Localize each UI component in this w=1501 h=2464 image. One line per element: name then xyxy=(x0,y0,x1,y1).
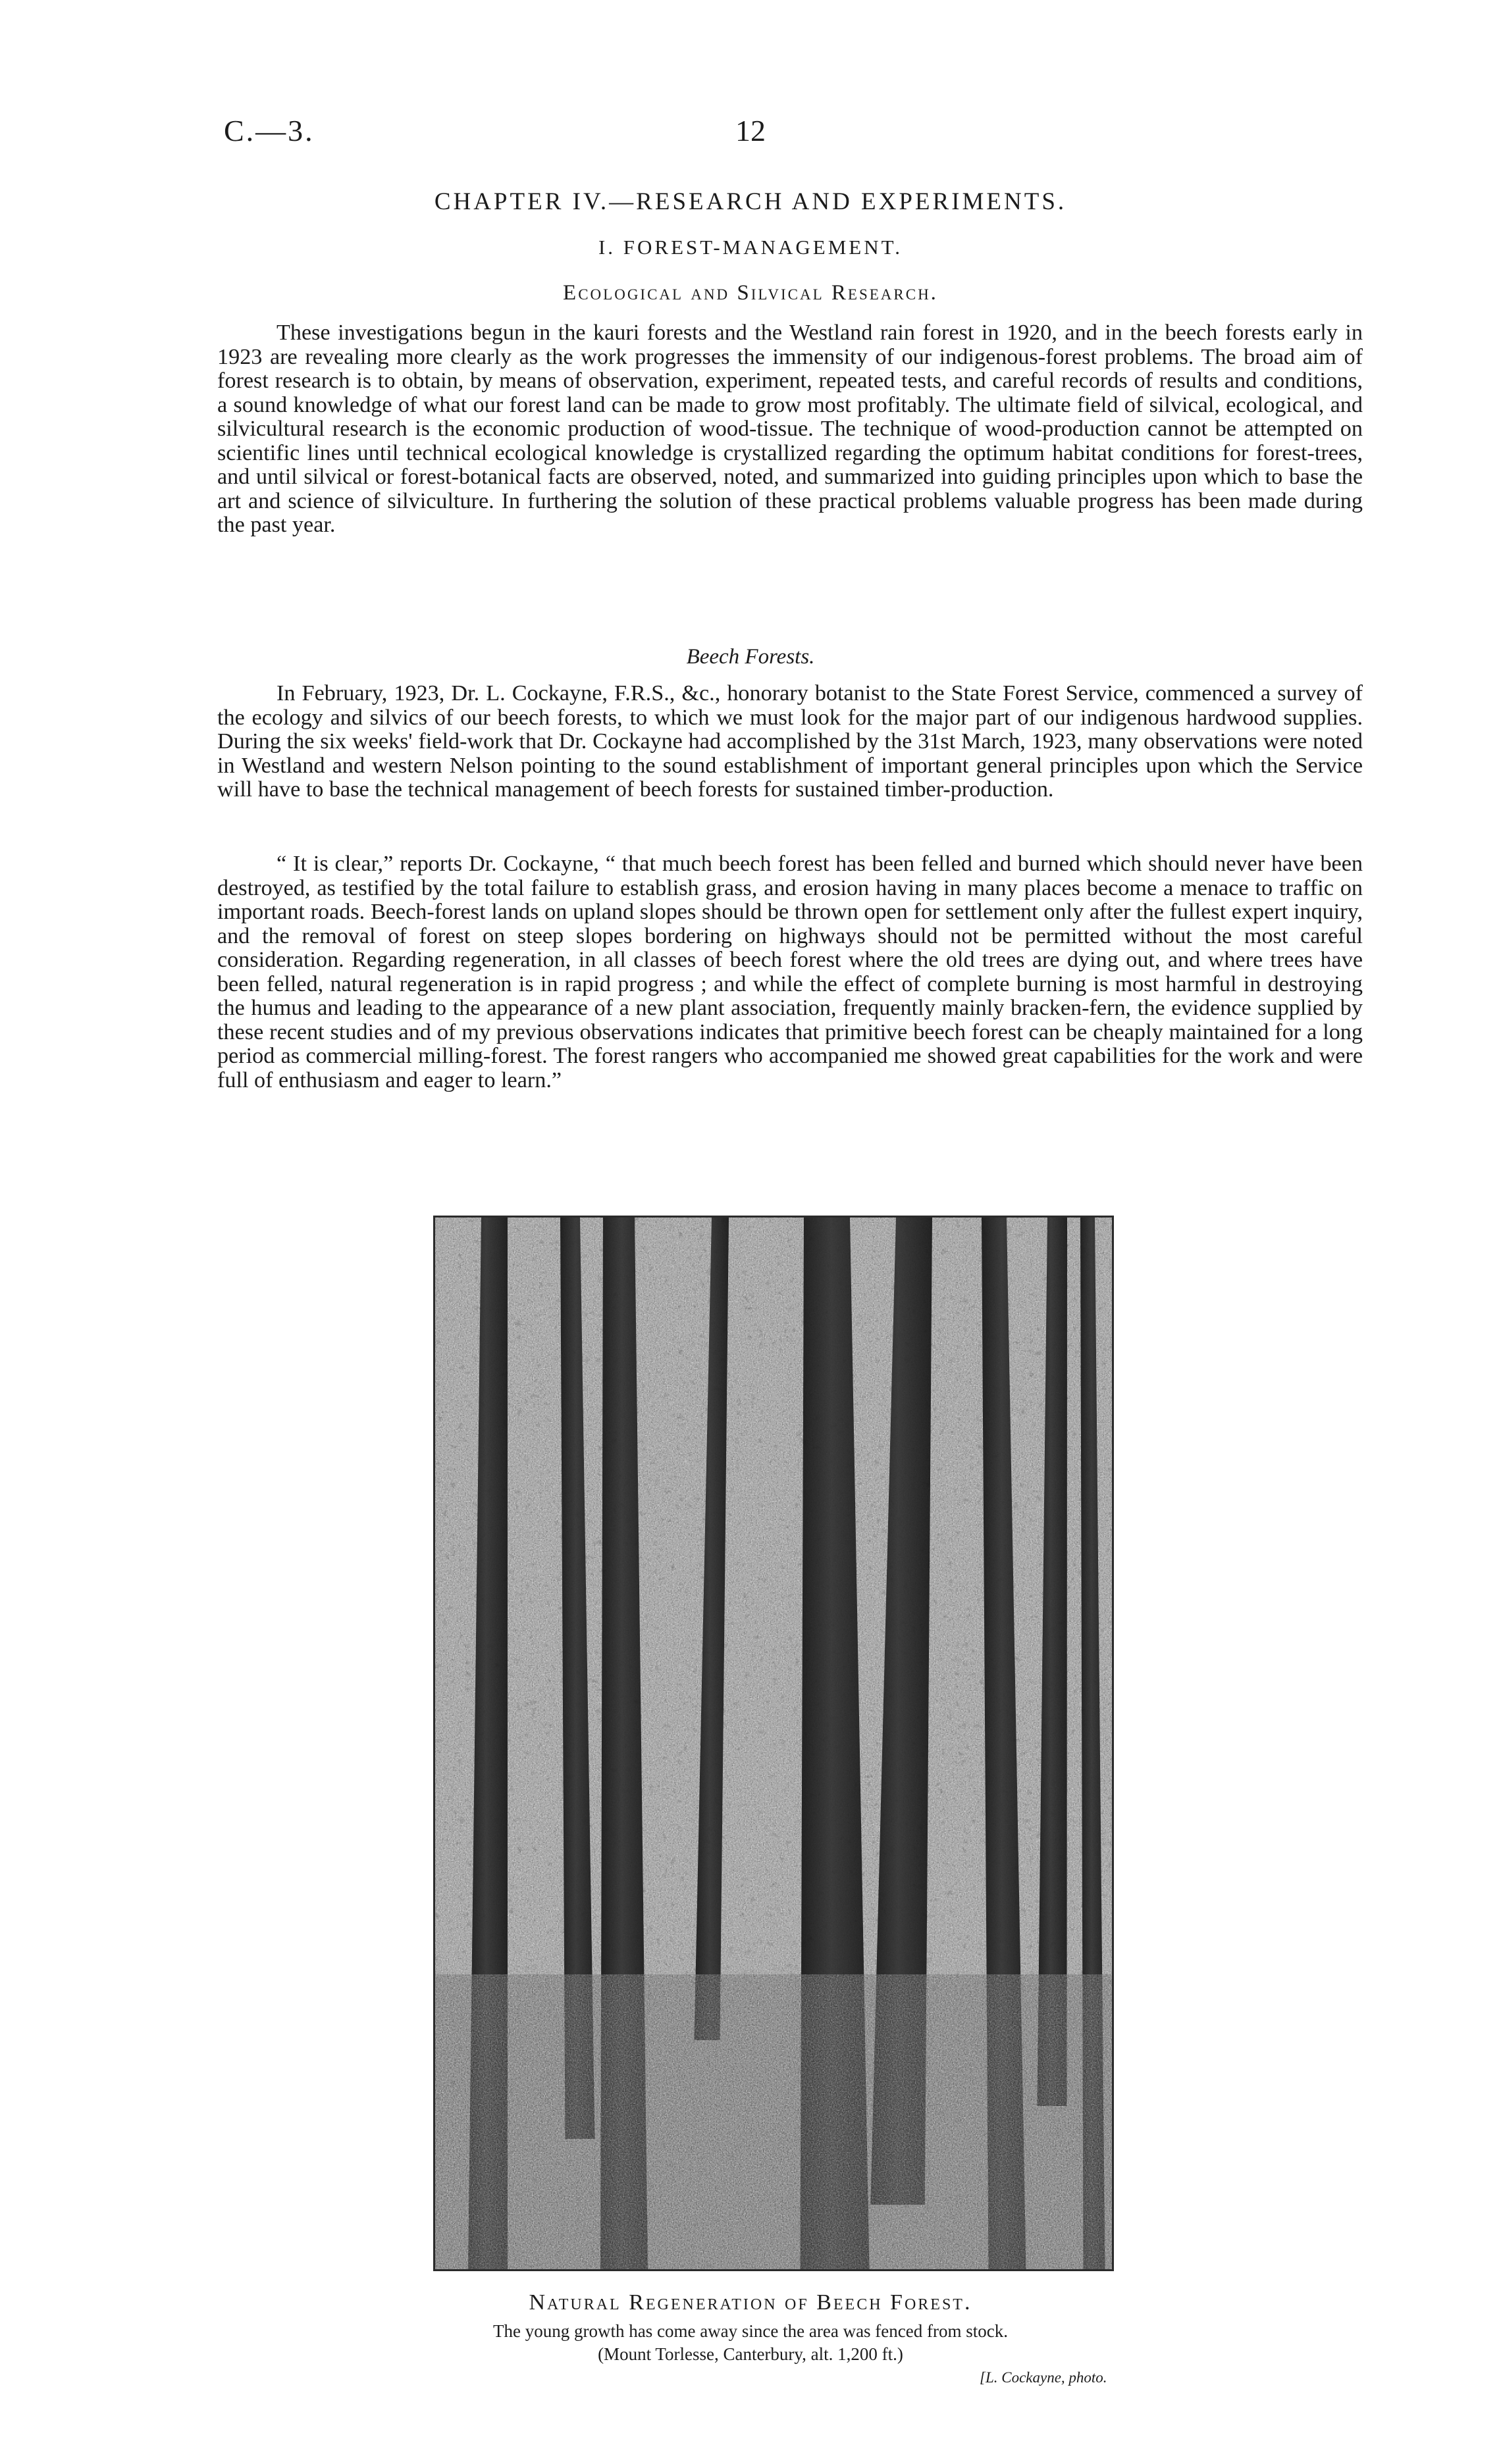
beech-paragraph-quote: “ It is clear,” reports Dr. Cockayne, “ that much beech forest has been felled and burned which should never have been destroyed, as testified by the total failure to establish grass, and erosion having in many places become a menace to traffic on important roads. Beech-forest lands on upland slopes should be thrown open for settlement only after the fullest expert inquiry, and the removal of forest on steep slopes bordering on highways should not be permitted without the most careful consideration. Regarding regeneration, in all classes of beech forest where the old trees are dying out, and where trees have been felled, natural regeneration is in rapid progress ; and while the effect of complete burning is most harmful in destroying the humus and leading to the appearance of a new plant association, frequently mainly bracken-fern, the evidence supplied by these recent studies and of my previous observations indicates that primitive beech forest can be cheaply maintained for a long period as commercial milling-forest. The forest rangers who accompanied me showed great capabilities for the work and were full of enthusiasm and eager to learn.” xyxy=(217,852,1363,1092)
beech-paragraph-survey: In February, 1923, Dr. L. Cockayne, F.R.S., &c., honorary botanist to the State Forest Service, commenced a survey of the ecology and silvics of our beech forests, to which we must look for the major part of our indigenous hardwood supplies. During the six weeks' field-work that Dr. Cockayne had accomplished by the 31st March, 1923, many observations were noted in Westland and western Nelson pointing to the sound establishment of important general principles upon which the Service will have to base the technical management of beech forests for sustained timber-production. xyxy=(217,681,1363,802)
photo-credit: [L. Cockayne, photo. xyxy=(980,2369,1107,2386)
forest-photograph xyxy=(433,1216,1114,2271)
beech-forests-heading: Beech Forests. xyxy=(686,645,815,669)
chapter-title: CHAPTER IV.—RESEARCH AND EXPERIMENTS. xyxy=(434,188,1067,215)
figure-location: (Mount Torlesse, Canterbury, alt. 1,200 ft.) xyxy=(598,2344,903,2364)
section-title: I. FOREST-MANAGEMENT. xyxy=(598,236,903,259)
page-number: 12 xyxy=(735,114,766,147)
subsection-title: Ecological and Silvical Research. xyxy=(563,281,938,305)
figure-caption-text: The young growth has come away since the area was fenced from stock. xyxy=(493,2321,1008,2341)
undergrowth-grain xyxy=(435,1974,1112,2269)
figure-caption-title: Natural Regeneration of Beech Forest. xyxy=(529,2290,972,2315)
intro-paragraph: These investigations begun in the kauri forests and the Westland rain forest in 1920, and in the beech forests early in 1923 are revealing more clearly as the work progresses the immensity of our indigenous-forest problems. The broad aim of forest research is to obtain, by means of observation, experiment, repeated tests, and careful records of results and conditions, a sound knowledge of what our forest land can be made to grow most profitably. The ultimate field of silvical, ecological, and silvicultural research is the economic production of wood-tissue. The technique of wood-production cannot be attempted on scientific lines until technical ecological knowledge is crystallized regarding the optimum habitat conditions for forest-trees, and until silvical or forest-botanical facts are observed, noted, and summarized into guiding principles upon which to base the art and science of silviculture. In furthering the solution of these practical problems valuable progress has been made during the past year. xyxy=(217,321,1363,537)
document-reference: C.—3. xyxy=(224,114,315,147)
